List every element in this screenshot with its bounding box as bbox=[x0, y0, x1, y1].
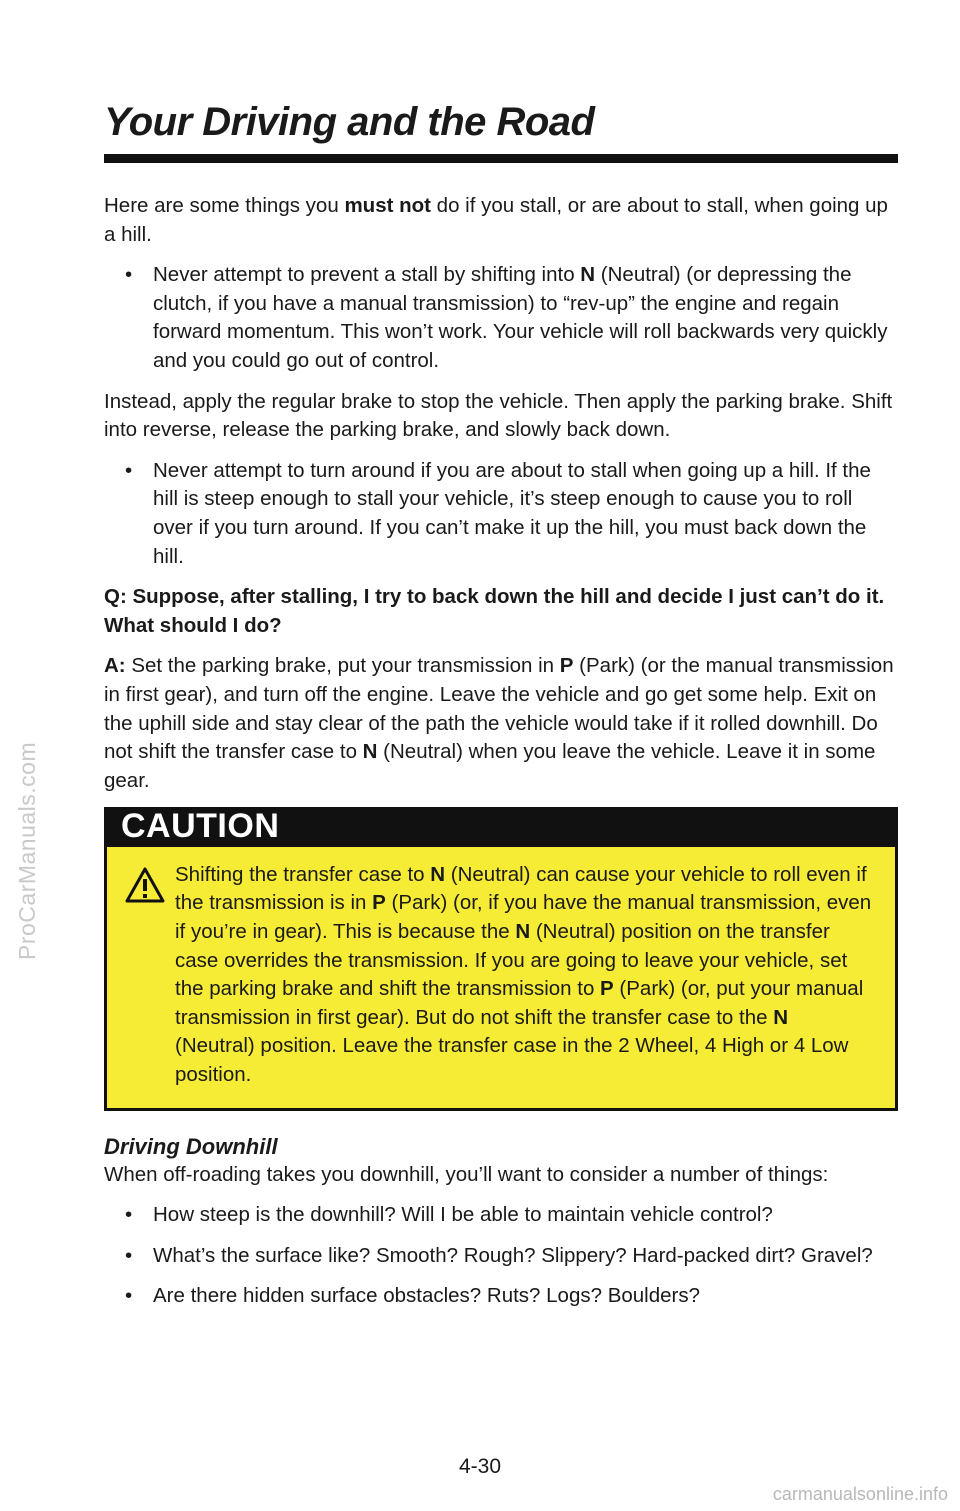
list-item: • What’s the surface like? Smooth? Rough? Slippery? Hard-packed dirt? Gravel? bbox=[153, 1242, 896, 1271]
downhill-intro: When off-roading takes you downhill, you’ll want to consider a number of things: bbox=[104, 1162, 829, 1186]
stall-bullet-list-2 bbox=[104, 457, 896, 571]
driving-downhill-heading: Driving Downhill bbox=[104, 1133, 278, 1159]
answer-paragraph: A: Set the parking brake, put your transmission in P (Park) (or the manual transmission in first gear), and turn off the engine. Leave the vehicle and go get some help. Exit on the uphill side and stay clear of the path the vehicle would take if it rolled downhill. Do not shift the transfer case to N (Neutral) when you leave the vehicle. Leave it in some gear. bbox=[104, 654, 894, 792]
instead-paragraph: Instead, apply the regular brake to stop the vehicle. Then apply the parking brake. Shift into reverse, release the parking brake, and slowly back down. bbox=[104, 389, 893, 442]
caution-box bbox=[104, 807, 898, 1110]
list-item: • Never attempt to turn around if you are about to stall when going up a hill. If the hill is steep enough to stall your vehicle, it’s steep enough to cause you to roll over if you turn around. If you can’t make it up the hill, you must back down the hill. bbox=[153, 457, 896, 571]
stall-bullet-list-1 bbox=[104, 261, 896, 375]
side-watermark: ProCarManuals.com bbox=[14, 741, 40, 960]
list-item: • Never attempt to prevent a stall by shifting into N (Neutral) (or depressing the clutch, if you have a manual transmission) to “rev-up” the engine and regain forward momentum. This won’t work. Your vehicle will roll backwards very quickly and you could go out of control. bbox=[153, 261, 896, 375]
intro-paragraph: Here are some things you must not do if you stall, or are about to stall, when going up a hill. bbox=[104, 194, 888, 246]
question-paragraph: Q: Suppose, after stalling, I try to back down the hill and decide I just can’t do it. What should I do? bbox=[104, 585, 885, 637]
page-number: 4-30 bbox=[458, 1455, 502, 1478]
caution-body: Shifting the transfer case to N (Neutral) can cause your vehicle to roll even if the transmission is in P (Park) (or, if you have the manual transmission, even if you’re in gear). This is because the N (Neutral) position on the transfer case overrides the transmission. If you are going to leave your vehicle, set the parking brake and shift the transmission to P (Park) (or, put your manual transmission in first gear). But do not shift the transfer case to the N (Neutral) position. Leave the transfer case in the 2 Wheel, 4 High or 4 Low position. bbox=[107, 847, 895, 1108]
page-content bbox=[104, 192, 896, 1323]
list-item: • Are there hidden surface obstacles? Ruts? Logs? Boulders? bbox=[153, 1282, 896, 1311]
list-item: • How steep is the downhill? Will I be able to maintain vehicle control? bbox=[153, 1201, 896, 1230]
warning-triangle-icon bbox=[125, 867, 165, 903]
downhill-bullet-list bbox=[104, 1201, 896, 1311]
caution-heading: CAUTION bbox=[107, 810, 895, 847]
page-title: Your Driving and the Road bbox=[104, 100, 595, 144]
title-rule bbox=[104, 154, 898, 163]
bottom-watermark: carmanualsonline.info bbox=[772, 1484, 948, 1504]
